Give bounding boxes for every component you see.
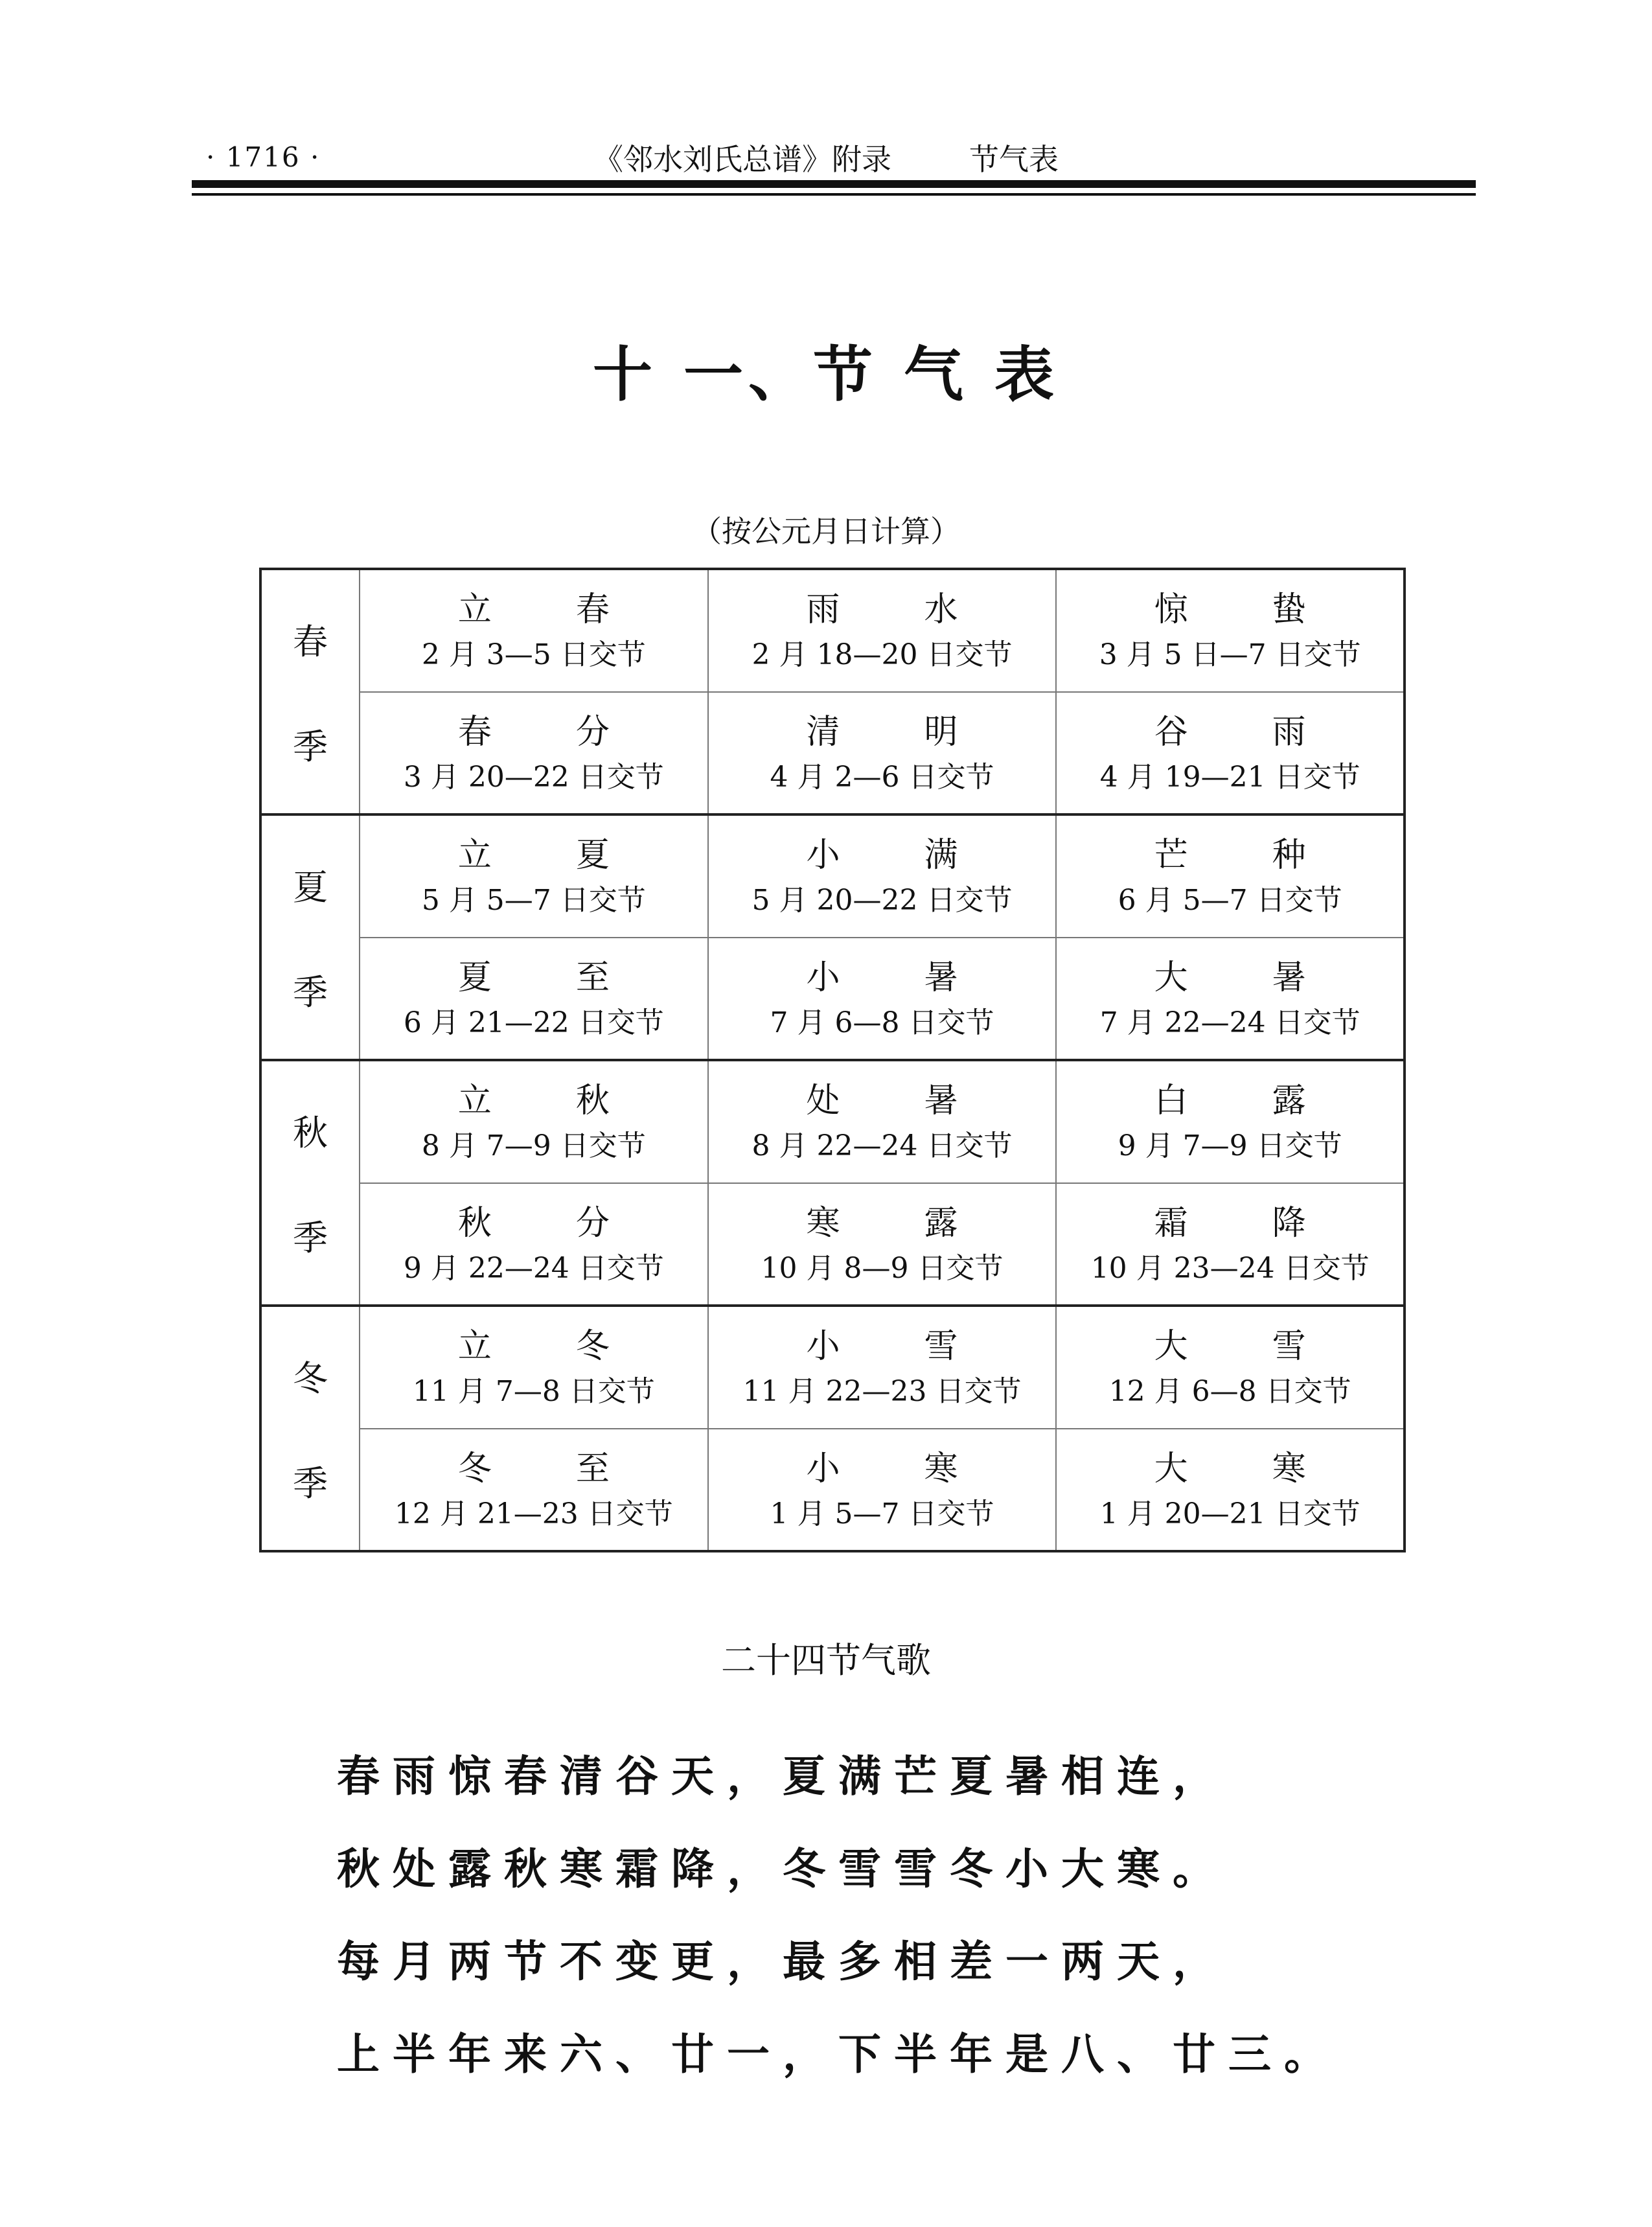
term-name: 小满 [806,836,1042,875]
season-label [260,1306,360,1551]
song-line: 春雨惊春清谷天，夏满芒夏暑相连， [337,1751,1228,1801]
term-name: 立夏 [457,836,694,875]
season-char: 秋 [293,1113,328,1153]
term-date: 6 月 5—7 日交节 [1118,884,1342,917]
term-date: 3 月 20—22 日交节 [403,760,664,794]
song-lyrics [337,1730,1373,2101]
solar-term-cell [360,569,708,692]
book-title: 《邻水刘氏总谱》附录 [593,142,891,177]
term-name: 惊蛰 [1154,590,1390,630]
season-char: 季 [293,1217,328,1258]
term-date: 2 月 3—5 日交节 [421,638,646,672]
term-name: 大暑 [1154,958,1390,997]
term-name: 芒种 [1154,836,1390,875]
solar-term-cell [360,1183,708,1306]
header-rule-thin [192,193,1476,196]
solar-term-cell [708,1060,1057,1183]
term-date: 8 月 22—24 日交节 [751,1129,1013,1163]
season-char: 夏 [293,867,328,908]
solar-term-cell [708,1429,1057,1552]
solar-term-cell [360,692,708,815]
term-name: 冬至 [457,1449,694,1488]
term-date: 9 月 22—24 日交节 [403,1251,664,1285]
solar-term-cell [1056,1060,1405,1183]
chapter-title: 十 一、节 气 表 [592,340,1060,410]
season-char: 冬 [293,1358,328,1399]
song-title: 二十四节气歌 [721,1640,931,1681]
term-name: 立春 [457,590,694,630]
term-name: 霜降 [1154,1203,1390,1243]
solar-term-cell [708,569,1057,692]
term-date: 7 月 22—24 日交节 [1099,1006,1360,1039]
term-date: 4 月 2—6 日交节 [770,760,994,794]
term-name: 立秋 [457,1081,694,1121]
term-date: 6 月 21—22 日交节 [403,1006,664,1039]
solar-term-cell [1056,1306,1405,1429]
solar-term-cell [1056,692,1405,815]
season-label [260,814,360,1060]
term-date: 3 月 5 日—7 日交节 [1099,638,1361,672]
solar-term-cell [360,1306,708,1429]
term-date: 12 月 21—23 日交节 [394,1497,673,1530]
season-char: 季 [293,972,328,1013]
table-row [260,1306,1405,1429]
term-name: 处暑 [806,1081,1042,1121]
term-name: 春分 [457,712,694,752]
term-name: 小雪 [806,1327,1042,1367]
solar-term-cell [708,692,1057,815]
season-char: 季 [293,1463,328,1504]
season-char: 季 [293,726,328,767]
season-char: 春 [293,621,328,662]
term-date: 8 月 7—9 日交节 [421,1129,646,1163]
table-note: （按公元月日计算） [692,514,960,549]
solar-term-cell [360,1429,708,1552]
term-date: 10 月 8—9 日交节 [761,1251,1004,1285]
term-name: 清明 [806,712,1042,752]
term-name: 雨水 [806,590,1042,630]
solar-term-cell [708,938,1057,1061]
table-row [260,1183,1405,1306]
term-date: 1 月 5—7 日交节 [770,1497,994,1530]
header-rule-thick [192,180,1476,188]
solar-term-cell [1056,1429,1405,1552]
table-row [260,814,1405,938]
term-date: 2 月 18—20 日交节 [751,638,1013,672]
running-header [0,136,1652,179]
table-row [260,692,1405,815]
solar-term-cell [360,814,708,938]
season-label [260,569,360,814]
term-date: 11 月 22—23 日交节 [742,1375,1022,1409]
solar-term-cell [708,814,1057,938]
term-name: 秋分 [457,1203,694,1243]
term-date: 10 月 23—24 日交节 [1090,1251,1370,1285]
term-name: 小寒 [806,1449,1042,1488]
song-line: 每月两节不变更，最多相差一两天， [337,1936,1228,1987]
solar-term-cell [1056,569,1405,692]
solar-term-cell [1056,938,1405,1061]
term-date: 7 月 6—8 日交节 [770,1006,994,1039]
solar-term-cell [708,1306,1057,1429]
term-name: 小暑 [806,958,1042,997]
term-name: 立冬 [457,1327,694,1367]
term-date: 5 月 5—7 日交节 [421,884,646,917]
solar-term-cell [360,1060,708,1183]
term-name: 大雪 [1154,1327,1390,1367]
term-name: 夏至 [457,958,694,997]
solar-term-cell [708,1183,1057,1306]
solar-term-cell [360,938,708,1061]
term-name: 大寒 [1154,1449,1390,1488]
song-line: 上半年来六、廿一，下半年是八、廿三。 [337,2029,1340,2079]
table-row [260,1060,1405,1183]
song-line: 秋处露秋寒霜降，冬雪雪冬小大寒。 [337,1843,1228,1894]
solar-term-cell [1056,814,1405,938]
table-row [260,1429,1405,1552]
term-date: 9 月 7—9 日交节 [1118,1129,1342,1163]
term-date: 11 月 7—8 日交节 [412,1375,655,1409]
solar-term-cell [1056,1183,1405,1306]
season-label [260,1060,360,1306]
term-date: 5 月 20—22 日交节 [751,884,1013,917]
term-date: 1 月 20—21 日交节 [1099,1497,1360,1530]
table-row [260,569,1405,692]
term-name: 白露 [1154,1081,1390,1121]
term-name: 寒露 [806,1203,1042,1243]
term-date: 4 月 19—21 日交节 [1099,760,1360,794]
term-date: 12 月 6—8 日交节 [1108,1375,1351,1409]
page-number: · 1716 · [206,141,321,173]
term-name: 谷雨 [1154,712,1390,752]
table-row [260,938,1405,1061]
solar-terms-table [259,568,1406,1552]
section-name: 节气表 [969,142,1059,177]
